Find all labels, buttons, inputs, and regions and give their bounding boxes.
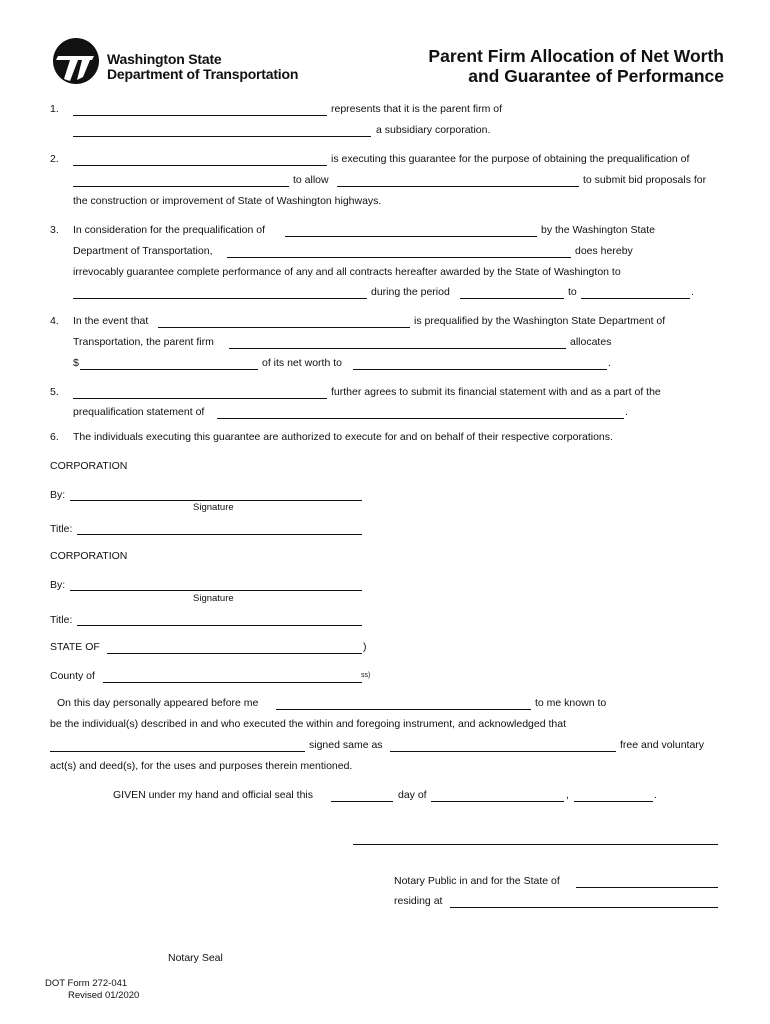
date-comma: , xyxy=(566,789,569,801)
item2-text-d: the construction or improvement of State of Washington highways. xyxy=(73,195,382,207)
item3-text-c: Department of Transportation, xyxy=(73,245,213,257)
item3-text-f: during the period xyxy=(371,286,450,298)
event-firm-field[interactable] xyxy=(158,327,410,328)
given-text: GIVEN under my hand and official seal this xyxy=(113,789,313,801)
known-text: to me known to xyxy=(535,697,607,709)
ss-label: ss) xyxy=(361,672,371,679)
org-name-line2: Department of Transportation xyxy=(107,66,299,82)
executing-firm-field[interactable] xyxy=(73,165,327,166)
subsidiary-field[interactable] xyxy=(73,136,371,137)
by-signature-field-1[interactable] xyxy=(70,500,362,501)
period-start-field[interactable] xyxy=(460,298,564,299)
title-label-2: Title: xyxy=(50,614,73,626)
item1-text-a: represents that it is the parent firm of xyxy=(331,103,502,115)
item3-text-a: In consideration for the prequalification of xyxy=(73,224,266,236)
state-paren: ) xyxy=(363,641,367,653)
item-number-2: 2. xyxy=(50,153,59,165)
individuals-text: be the individual(s) described in and who executed the within and foregoing instrument, and acknowledged that xyxy=(50,718,566,730)
parent-firm-field[interactable] xyxy=(73,115,327,116)
item5-text-c: . xyxy=(625,406,628,418)
form-number: DOT Form 272-041 xyxy=(45,978,128,989)
by-label-1: By: xyxy=(50,489,66,501)
wsdot-logo xyxy=(52,37,100,85)
item-number-6: 6. xyxy=(50,431,59,443)
residing-field[interactable] xyxy=(450,907,718,908)
item3-text-b: by the Washington State xyxy=(541,224,656,236)
state-of-label: STATE OF xyxy=(50,641,100,653)
item3-text-h: . xyxy=(691,286,694,298)
signed-as-field[interactable] xyxy=(390,751,616,752)
period-end-field[interactable] xyxy=(581,298,690,299)
day-field[interactable] xyxy=(331,801,393,802)
item1-text-b: a subsidiary corporation. xyxy=(376,124,491,136)
item-number-3: 3. xyxy=(50,224,59,236)
revised-date: Revised 01/2020 xyxy=(68,990,140,1001)
to-allow-field[interactable] xyxy=(337,186,579,187)
appeared-field[interactable] xyxy=(276,709,531,710)
amount-field[interactable] xyxy=(80,369,258,370)
form-title-line1: Parent Firm Allocation of Net Worth xyxy=(428,46,724,66)
item6-text: The individuals executing this guarantee are authorized to execute for and on behalf of their respective corporations. xyxy=(73,431,613,443)
notary-public-text: Notary Public in and for the State of xyxy=(394,875,560,887)
item-number-1: 1. xyxy=(50,103,59,115)
signature-caption-2: Signature xyxy=(193,593,234,604)
by-label-2: By: xyxy=(50,579,66,591)
appeared-text: On this day personally appeared before me xyxy=(57,697,259,709)
by-signature-field-2[interactable] xyxy=(70,590,362,591)
consideration-field[interactable] xyxy=(285,236,537,237)
item4-text-a: In the event that xyxy=(73,315,149,327)
wsdot-logo-icon xyxy=(52,37,100,85)
corporation-label-2: CORPORATION xyxy=(50,550,128,562)
item4-text-b: is prequalified by the Washington State Department of xyxy=(414,315,666,327)
form-title-line2: and Guarantee of Performance xyxy=(468,66,724,86)
notary-seal-label: Notary Seal xyxy=(168,952,223,964)
notary-signature-field[interactable] xyxy=(353,844,718,845)
acts-text: act(s) and deed(s), for the uses and purposes therein mentioned. xyxy=(50,760,353,772)
signature-caption-1: Signature xyxy=(193,502,234,513)
item5-text-a: further agrees to submit its financial statement with and as a part of the xyxy=(331,386,661,398)
item3-text-g: to xyxy=(568,286,577,298)
residing-text: residing at xyxy=(394,895,443,907)
title-label-1: Title: xyxy=(50,523,73,535)
item4-text-e: $ xyxy=(73,357,79,369)
awarded-to-field[interactable] xyxy=(73,298,367,299)
title-field-1[interactable] xyxy=(77,534,362,535)
parent-firm-name-field[interactable] xyxy=(229,348,566,349)
date-period: . xyxy=(654,789,657,801)
prequal-statement-field[interactable] xyxy=(217,418,624,419)
org-name-line1: Washington State xyxy=(107,51,222,67)
notary-state-field[interactable] xyxy=(576,887,718,888)
free-text: free and voluntary xyxy=(620,739,705,751)
corporation-label-1: CORPORATION xyxy=(50,460,128,472)
item4-text-f: of its net worth to xyxy=(262,357,342,369)
item4-text-g: . xyxy=(608,357,611,369)
item3-text-d: does hereby xyxy=(575,245,633,257)
prequal-of-field[interactable] xyxy=(73,186,289,187)
item-number-4: 4. xyxy=(50,315,59,327)
year-field[interactable] xyxy=(574,801,653,802)
item-number-5: 5. xyxy=(50,386,59,398)
day-of-text: day of xyxy=(398,789,427,801)
item4-text-c: Transportation, the parent firm xyxy=(73,336,214,348)
item2-text-c: to submit bid proposals for xyxy=(583,174,707,186)
net-worth-to-field[interactable] xyxy=(353,369,607,370)
item2-text-b: to allow xyxy=(293,174,329,186)
agreeing-firm-field[interactable] xyxy=(73,398,327,399)
county-field[interactable] xyxy=(103,682,362,683)
month-field[interactable] xyxy=(431,801,564,802)
state-field[interactable] xyxy=(107,653,362,654)
item4-text-d: allocates xyxy=(570,336,612,348)
signed-text: signed same as xyxy=(309,739,383,751)
guarantor-field[interactable] xyxy=(227,257,571,258)
item2-text-a: is executing this guarantee for the purpose of obtaining the prequalification of xyxy=(331,153,690,165)
acknowledged-field[interactable] xyxy=(50,751,305,752)
item3-text-e: irrevocably guarantee complete performance of any and all contracts hereafter awarded by the State of Washington to xyxy=(73,266,621,278)
county-of-label: County of xyxy=(50,670,95,682)
title-field-2[interactable] xyxy=(77,625,362,626)
item5-text-b: prequalification statement of xyxy=(73,406,205,418)
